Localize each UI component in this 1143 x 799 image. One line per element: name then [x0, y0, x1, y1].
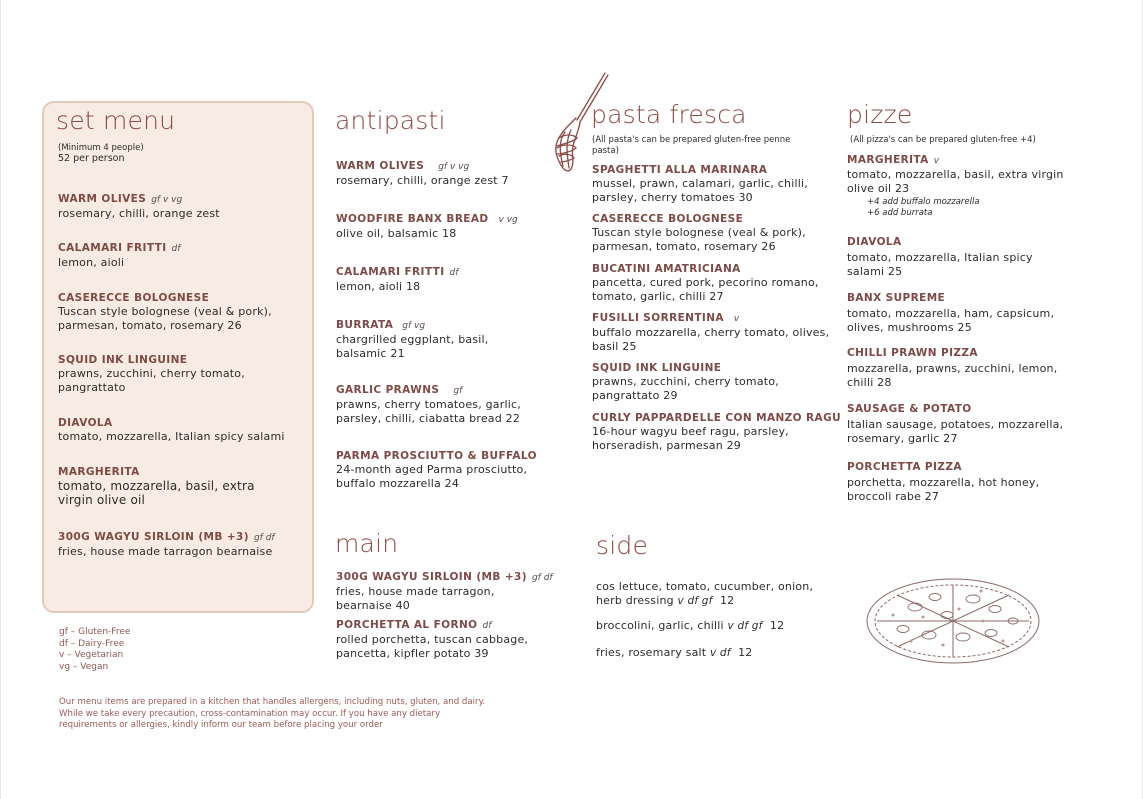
menu-item: BURRATA gf vg chargrilled eggplant, basil, balsamic 21: [336, 319, 489, 360]
menu-item: WARM OLIVES gf v vg rosemary, chilli, orange zest 7: [336, 160, 509, 187]
addon-burrata: +6 add burrata: [867, 208, 933, 218]
menu-item: CHILLI PRAWN PIZZA mozzarella, prawns, zucchini, lemon, chilli 28: [847, 347, 1058, 389]
side-title: side: [596, 531, 649, 560]
menu-item: 300G WAGYU SIRLOIN (MB +3) gf df fries, house made tarragon bearnaise: [58, 531, 275, 558]
menu-item: SQUID INK LINGUINE prawns, zucchini, cherry tomato, pangrattato: [58, 354, 245, 394]
set-menu-price: 52 per person: [58, 153, 125, 164]
pasta-title: pasta fresca: [591, 100, 747, 129]
menu-item: SPAGHETTI ALLA MARINARA mussel, prawn, calamari, garlic, chilli, parsley, cherry tomatoes 30: [592, 164, 808, 204]
set-menu-minimum: (Minimum 4 people): [58, 143, 144, 153]
menu-item: BANX SUPREME tomato, mozzarella, ham, capsicum, olives, mushrooms 25: [847, 292, 1055, 334]
menu-item: CALAMARI FRITTI df lemon, aioli 18: [336, 266, 459, 293]
menu-item: SAUSAGE & POTATO Italian sausage, potatoes, mozzarella, rosemary, garlic 27: [847, 403, 1064, 445]
side-item: broccolini, garlic, chilli v df gf 12: [596, 619, 785, 632]
menu-item: MARGHERITA v tomato, mozzarella, basil, extra virgin olive oil 23: [847, 154, 1064, 195]
antipasti-title: antipasti: [335, 106, 446, 135]
menu-item: CASERECCE BOLOGNESE Tuscan style bolognese (veal & pork), parmesan, tomato, rosemary 26: [58, 292, 272, 332]
menu-item: CASERECCE BOLOGNESE Tuscan style bolognese (veal & pork), parmesan, tomato, rosemary 26: [592, 213, 806, 253]
menu-item: DIAVOLA tomato, mozzarella, Italian spicy salami 25: [847, 236, 1033, 278]
menu-item: 300G WAGYU SIRLOIN (MB +3) gf df fries, house made tarragon, bearnaise 40: [336, 571, 553, 612]
menu-item: WARM OLIVES gf v vg rosemary, chilli, orange zest: [58, 193, 220, 220]
menu-item: PORCHETTA AL FORNO df rolled porchetta, tuscan cabbage, pancetta, kipfler potato 39: [336, 619, 529, 660]
menu-item: CURLY PAPPARDELLE CON MANZO RAGU 16-hour wagyu beef ragu, parsley, horseradish, parmesan 29: [592, 412, 842, 452]
menu-item: GARLIC PRAWNS gf prawns, cherry tomatoes, garlic, parsley, chilli, ciabatta bread 22: [336, 384, 521, 425]
menu-item: SQUID INK LINGUINE prawns, zucchini, cherry tomato, pangrattato 29: [592, 362, 779, 402]
addon-buffalo: +4 add buffalo mozzarella: [867, 197, 980, 207]
menu-item: BUCATINI AMATRICIANA pancetta, cured pork, pecorino romano, tomato, garlic, chilli 27: [592, 263, 819, 303]
allergen-disclaimer: Our menu items are prepared in a kitchen that handles allergens, including nuts, gluten, and dairy. While we take every precaution, cross-contamination may occur. If you have any dietary requirements or allergies, kindly inform our team before placing your order: [59, 697, 486, 730]
side-item: cos lettuce, tomato, cucumber, onion, herb dressing v df gf 12: [596, 580, 814, 607]
side-item: fries, rosemary salt v df 12: [596, 646, 753, 659]
pizze-title: pizze: [847, 100, 913, 129]
dietary-legend: gf – Gluten-Free df – Dairy-Free v – Vegetarian vg – Vegan: [59, 627, 131, 672]
menu-item: CALAMARI FRITTI df lemon, aioli: [58, 242, 181, 269]
main-title: main: [335, 529, 399, 558]
pasta-note: (All pasta's can be prepared gluten-free penne pasta): [592, 135, 791, 156]
set-menu-title: set menu: [56, 106, 176, 135]
menu-item: FUSILLI SORRENTINA v buffalo mozzarella, cherry tomato, olives, basil 25: [592, 312, 830, 353]
pizze-note: (All pizza's can be prepared gluten-free +4): [850, 135, 1036, 145]
menu-item: PORCHETTA PIZZA porchetta, mozzarella, hot honey, broccoli rabe 27: [847, 461, 1040, 503]
menu-item: PARMA PROSCIUTTO & BUFFALO 24-month aged Parma prosciutto, buffalo mozzarella 24: [336, 450, 537, 490]
menu-item: MARGHERITA tomato, mozzarella, basil, extra virgin olive oil: [58, 466, 255, 507]
pizza-illustration: [863, 575, 1043, 667]
menu-item: DIAVOLA tomato, mozzarella, Italian spicy salami: [58, 417, 285, 443]
menu-item: WOODFIRE BANX BREAD v vg olive oil, balsamic 18: [336, 213, 518, 240]
